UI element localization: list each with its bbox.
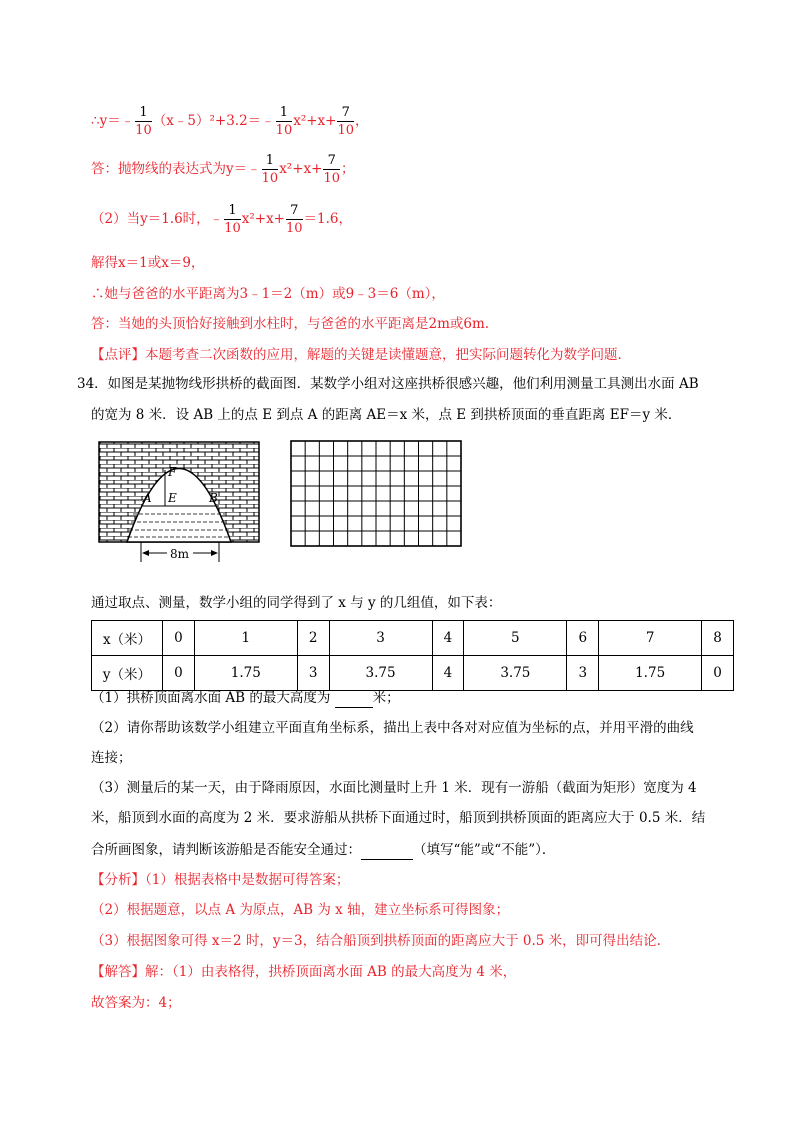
problem-line-1: 34．如图是某抛物线形拱桥的截面图．某数学小组对这座拱桥很感兴趣，他们利用测量工具测出水面 AB <box>77 376 699 392</box>
x-cell: 4 <box>432 621 464 656</box>
xy-values-table <box>91 620 734 691</box>
table-row-y <box>92 656 734 691</box>
analysis-line-3: （3）根据图象可得 x＝2 时，y＝3，结合船顶到拱桥顶面的距离应大于 0.5 米，即可得出结论. <box>91 933 661 949</box>
label-e: E <box>168 491 177 505</box>
comment-line: 【点评】本题考查二次函数的应用，解题的关键是读懂题意，把实际问题转化为数学问题. <box>91 347 622 363</box>
x-cell: 8 <box>702 621 734 656</box>
question-3-line-2: 米，船顶到水面的高度为 2 米．要求游船从拱桥下面通过时，船顶到拱桥顶面的距离应大于 0.5 米．结 <box>91 810 706 826</box>
label-f: F <box>168 465 177 479</box>
question-3-line-1: （3）测量后的某一天，由于降雨原因，水面比测量时上升 1 米．现有一游船（截面为矩形）宽度为 4 <box>91 780 697 796</box>
solution-line-3: （2）当y＝1.6时，﹣ $\frac{1}{10}$ x²+x+ $\frac{7}{10}$ ＝1.6， <box>91 203 353 236</box>
x-cell: 6 <box>567 621 599 656</box>
answer-blank-3 <box>361 845 413 860</box>
arch-bridge-figure <box>97 440 267 570</box>
solution-line-6: 答：当她的头顶恰好接触到水柱时，与爸爸的水平距离是2m或6m. <box>91 316 490 332</box>
solution-line-4: 解得x＝1或x＝9， <box>91 255 205 271</box>
x-header: x（米） <box>92 621 163 656</box>
answer-line-2: 故答案为：4； <box>91 995 181 1011</box>
x-cell: 5 <box>464 621 567 656</box>
x-cell: 0 <box>163 621 195 656</box>
answer-blank-1 <box>335 693 373 708</box>
question-2-line-1: （2）请你帮助该数学小组建立平面直角坐标系，描出上表中各对对应值为坐标的点，并用平滑的曲线 <box>91 720 694 736</box>
y-header: y（米） <box>92 656 163 691</box>
y-cell: 0 <box>702 656 734 691</box>
answer-line-1: 【解答】解：（1）由表格得，拱桥顶面离水面 AB 的最大高度为 4 米， <box>91 964 517 980</box>
y-cell: 0 <box>163 656 195 691</box>
solution-line-1: ∴y＝﹣ $\frac{1}{10}$ （x﹣5）²+3.2＝﹣ $\frac{1}{10}$ x²+x+ $\frac{7}{10}$ ， <box>91 105 369 138</box>
empty-grid <box>290 440 462 548</box>
question-1: （1）拱桥顶面离水面 AB 的最大高度为 米； <box>91 690 400 706</box>
label-a: A <box>143 491 152 505</box>
table-intro: 通过取点、测量，数学小组的同学得到了 x 与 y 的几组值，如下表： <box>91 595 502 611</box>
y-cell: 1.75 <box>194 656 297 691</box>
x-cell: 1 <box>194 621 297 656</box>
y-cell: 4 <box>432 656 464 691</box>
x-cell: 2 <box>297 621 329 656</box>
y-cell: 3 <box>567 656 599 691</box>
label-8m: 8m <box>170 547 190 561</box>
analysis-line-1: 【分析】（1）根据表格中是数据可得答案； <box>91 872 350 888</box>
y-cell: 3.75 <box>464 656 567 691</box>
analysis-line-2: （2）根据题意，以点 A 为原点，AB 为 x 轴，建立坐标系可得图象； <box>91 902 510 918</box>
y-cell: 1.75 <box>599 656 702 691</box>
solution-line-5: ∴她与爸爸的水平距离为3﹣1＝2（m）或9﹣3＝6（m）， <box>91 286 445 302</box>
question-3-line-3: 合所画图象，请判断该游船是否能安全通过： （填写“能”或“不能”）． <box>91 842 556 858</box>
problem-line-2: 的宽为 8 米．设 AB 上的点 E 到点 A 的距离 AE＝x 米，点 E 到拱桥顶面的垂直距离 EF＝y 米． <box>91 407 682 423</box>
x-cell: 3 <box>329 621 432 656</box>
question-2-line-2: 连接； <box>91 750 132 766</box>
y-cell: 3 <box>297 656 329 691</box>
y-cell: 3.75 <box>329 656 432 691</box>
label-b: B <box>209 491 218 505</box>
solution-line-2: 答：抛物线的表达式为y＝﹣ $\frac{1}{10}$ x²+x+ $\frac{7}{10}$ ； <box>91 153 355 186</box>
table-row-x <box>92 621 734 656</box>
x-cell: 7 <box>599 621 702 656</box>
